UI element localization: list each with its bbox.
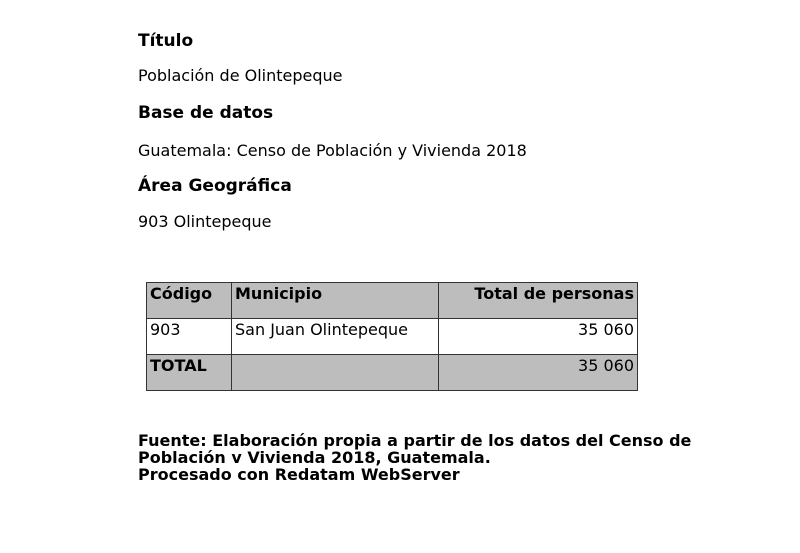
source-note [138, 432, 691, 483]
titulo-label: Título [138, 31, 194, 51]
total-municipio-cell [232, 355, 439, 391]
header-codigo: Código [147, 283, 232, 319]
header-total-personas: Total de personas [439, 283, 638, 319]
source-line-2: Población v Vivienda 2018, Guatemala. [138, 448, 491, 467]
total-row [147, 355, 638, 391]
base-de-datos-label: Base de datos [138, 103, 274, 123]
base-de-datos-value: Guatemala: Censo de Población y Vivienda 2018 [138, 141, 527, 160]
area-geografica-label: Área Geográfica [138, 176, 292, 196]
results-table [146, 282, 638, 391]
total-label: TOTAL [147, 355, 232, 391]
titulo-value: Población de Olintepeque [138, 66, 343, 85]
header-municipio: Municipio [232, 283, 439, 319]
cell-municipio: San Juan Olintepeque [232, 319, 439, 355]
cell-codigo: 903 [147, 319, 232, 355]
source-line-3: Procesado con Redatam WebServer [138, 465, 460, 484]
total-value: 35 060 [439, 355, 638, 391]
cell-total-personas: 35 060 [439, 319, 638, 355]
area-geografica-value: 903 Olintepeque [138, 212, 272, 231]
table-row [147, 319, 638, 355]
source-line-1: Fuente: Elaboración propia a partir de los datos del Censo de [138, 431, 692, 450]
table-header-row [147, 283, 638, 319]
